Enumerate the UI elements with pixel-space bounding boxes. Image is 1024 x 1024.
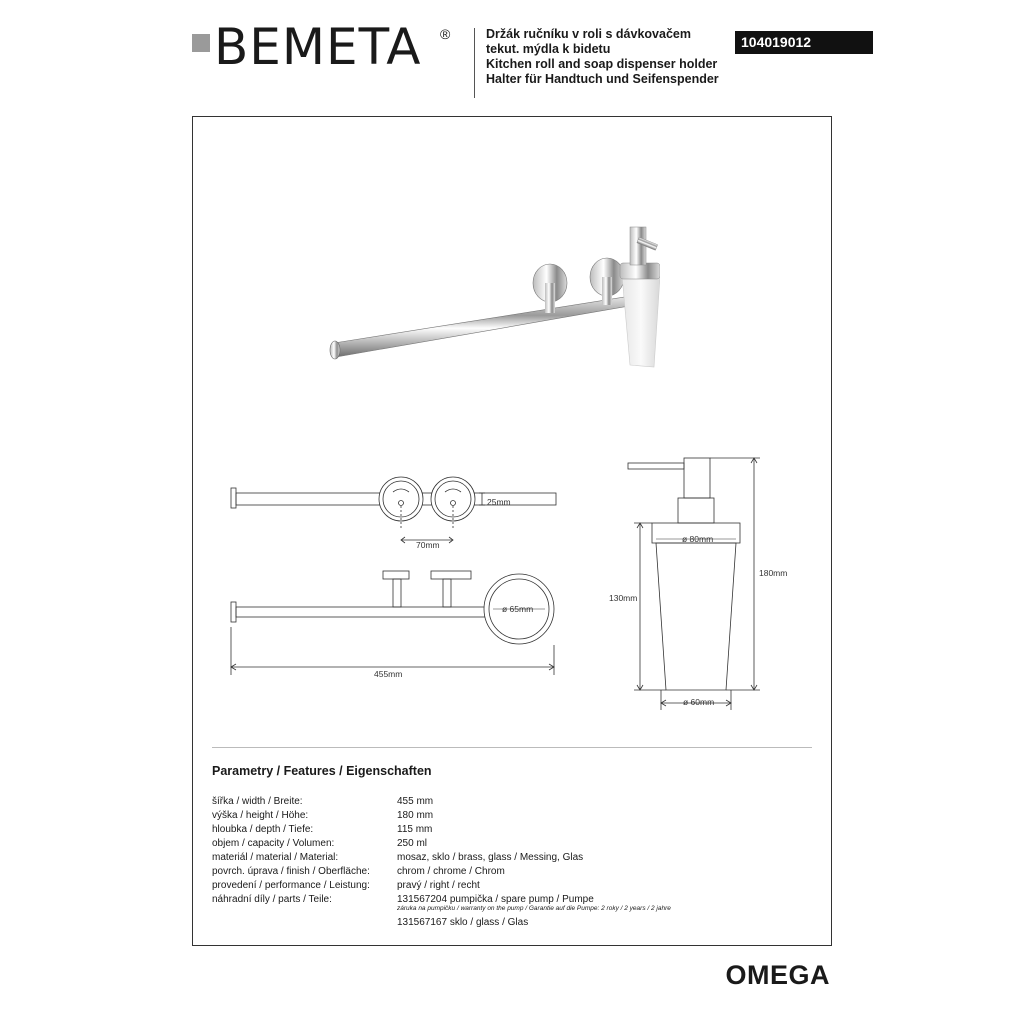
param-row [212, 879, 812, 893]
param-row [212, 865, 812, 879]
brand-logo: BEMETA [214, 18, 422, 76]
title-line-de: Halter für Handtuch und Seifenspender [486, 72, 719, 86]
dim-bottom-diameter: ø 60mm [683, 697, 715, 707]
dim-glass-height: 130mm [609, 593, 638, 603]
series-name: OMEGA [725, 960, 830, 990]
title-line-en: Kitchen roll and soap dispenser holder [486, 57, 718, 71]
param-row [212, 809, 812, 823]
title-line-cz-2: tekut. mýdla k bidetu [486, 42, 611, 56]
parameters-title: Parametry / Features / Eigenschaften [212, 764, 432, 778]
param-label: hloubka / depth / Tiefe: [212, 824, 314, 835]
technical-drawing-dispenser [600, 450, 770, 720]
dim-total-height: 180mm [759, 568, 788, 578]
product-title [486, 27, 719, 87]
param-value: 131567204 pumpička / spare pump / Pumpe [397, 894, 594, 905]
param-value: chrom / chrome / Chrom [397, 866, 505, 877]
param-value: 250 ml [397, 838, 428, 849]
param-label: povrch. úprava / finish / Oberfläche: [212, 866, 370, 877]
extra-part: 131567167 sklo / glass / Glas [397, 917, 529, 928]
param-value: 115 mm [397, 824, 433, 835]
dim-ring-diameter: ø 65mm [502, 604, 534, 614]
param-label: objem / capacity / Volumen: [212, 838, 335, 849]
param-label: šířka / width / Breite: [212, 796, 303, 807]
param-value: pravý / right / recht [397, 880, 480, 891]
param-label: provedení / performance / Leistung: [212, 880, 370, 891]
param-row [212, 823, 812, 837]
param-label: materiál / material / Material: [212, 852, 339, 863]
param-value: 455 mm [397, 796, 434, 807]
param-value: 180 mm [397, 810, 434, 821]
dim-thickness: 25mm [487, 497, 511, 507]
param-row [212, 851, 812, 865]
product-photo [320, 215, 660, 385]
param-value: mosaz, sklo / brass, glass / Messing, Glas [397, 852, 584, 863]
dim-length: 455mm [374, 669, 403, 679]
param-label: výška / height / Höhe: [212, 810, 309, 821]
parameters-divider [212, 747, 812, 748]
warranty-note: záruka na pumpičku / warranty on the pump / Garantie auf die Pumpe: 2 roky / 2 years / 2 jahre [397, 905, 671, 912]
param-label: náhradní díly / parts / Teile: [212, 894, 332, 905]
dim-top-diameter: ø 80mm [682, 534, 714, 544]
product-code: 104019012 [735, 31, 873, 54]
param-row [212, 837, 812, 851]
header-divider [474, 28, 475, 98]
title-line-cz-1: Držák ručníku v roli s dávkovačem [486, 27, 691, 41]
dim-spacing: 70mm [416, 540, 440, 550]
technical-drawing-holder [225, 470, 565, 690]
registered-mark: ® [440, 26, 451, 42]
param-row [212, 795, 812, 809]
logo-square [192, 34, 210, 52]
